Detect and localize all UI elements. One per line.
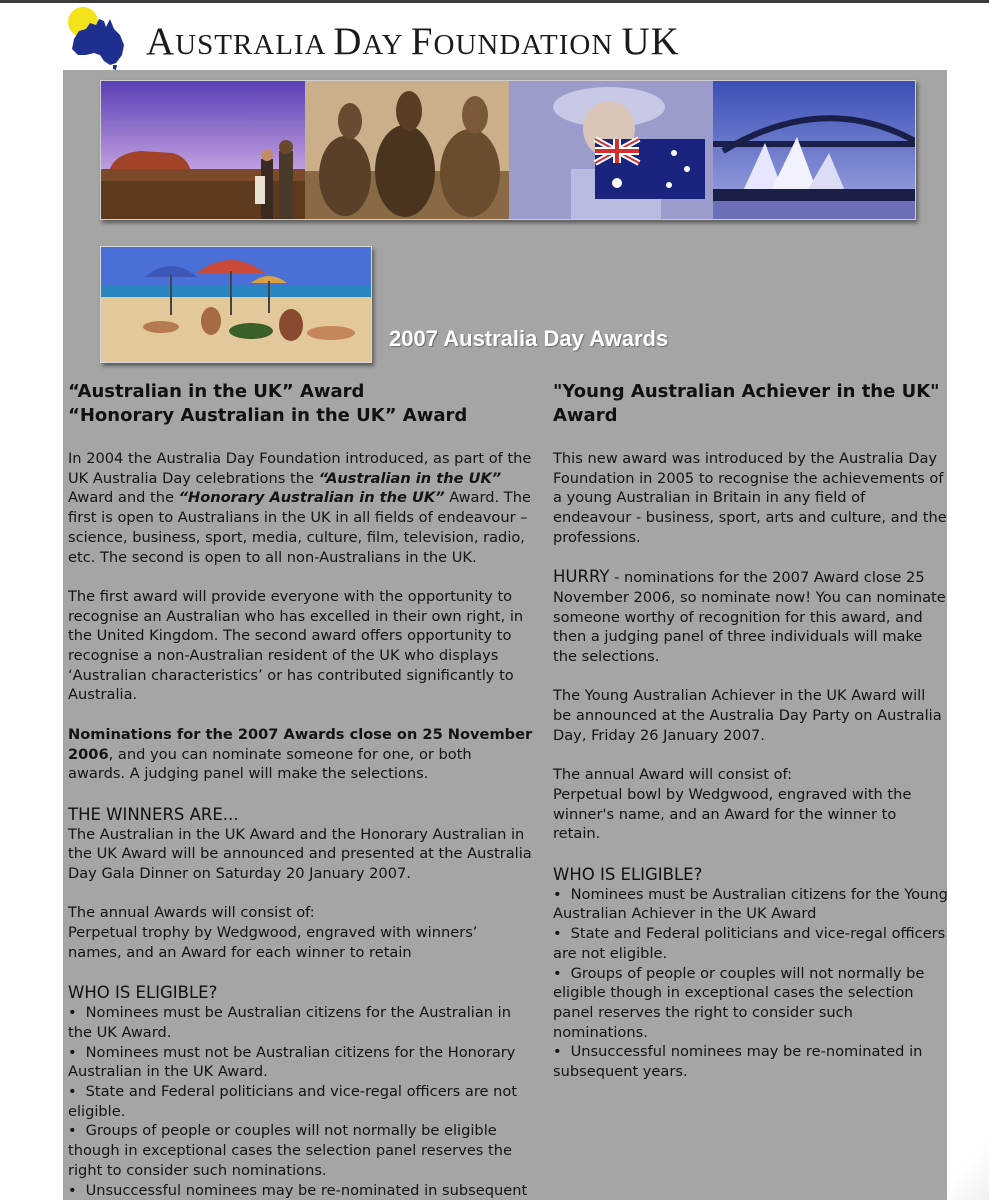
site-title[interactable] [146,17,680,70]
list-item-text: Groups of people or couples will not normally be eligible though in exceptional cases the selection panel reserves the right to consider such nominations. [553,964,925,1041]
site-header [0,3,989,70]
page-heading: 2007 Australia Day Awards [389,326,669,351]
left-intro-c: Award. The first is open to Australians in the UK in all fields of endeavour – science, business, sport, media, culture, film, television, radio, etc. The second is open to all non-Australians in the UK. [68,489,531,566]
left-annual-intro: The annual Awards will consist of: [68,904,315,922]
kangaroos-photo [305,81,509,219]
left-nominations-rest: , and you can nominate someone for one, or both awards. A judging panel will make the selections. [68,745,472,783]
list-item-text: Nominees must be Australian citizens for the Australian in the UK Award. [68,1004,511,1041]
list-item [553,924,948,963]
site-title-uk: UK [621,20,680,63]
site-title-initial-d: D [333,20,363,63]
bullet-icon: • [553,925,562,943]
list-item [68,1003,533,1042]
header-banner [100,80,916,220]
right-annual-text: Perpetual bowl by Wedgwood, engraved with the winner's name, and an Award for the winner to retain. [553,785,912,843]
bullet-icon: • [68,1004,77,1022]
list-item [68,1043,533,1082]
right-hurry-word: HURRY [553,567,610,587]
site-title-initial-f: F [410,20,434,63]
bullet-icon: • [553,1043,562,1061]
right-hurry-text: - nominations for the 2007 Award close 25 November 2006, so nominate now! You can nominate someone worthy of recognition for this award, and then a judging panel of three individuals will make the selections. [553,569,946,666]
list-item [68,1181,533,1200]
left-intro-em2: “Honorary Australian in the UK” [178,489,445,507]
bullet-icon: • [68,1083,77,1101]
site-title-rest-d: AY [362,29,411,61]
left-winners-text: The Australian in the UK Award and the Honorary Australian in the UK Award will be announced and presented at the Australia Day Gala Dinner on Saturday 20 January 2007. [68,825,532,883]
bullet-icon: • [553,885,562,903]
list-item [553,885,948,924]
left-eligible-heading: WHO IS ELIGIBLE? [68,983,218,1003]
bullet-icon: • [68,1122,77,1140]
list-item-text: Unsuccessful nominees may be re-nominated in subsequent [85,1181,528,1199]
list-item [553,964,948,1043]
left-heading [68,380,533,428]
list-item-text: Unsuccessful nominees may be re-nominated in subsequent years. [553,1043,923,1081]
left-winners-heading: THE WINNERS ARE... [68,804,239,824]
uluru-photo [101,81,305,219]
right-eligible-list [553,885,948,1082]
corner-fade [947,1140,989,1200]
left-intro-b: Award and the [68,489,179,507]
site-title-rest-a: USTRALIA [175,29,334,61]
left-column [68,380,533,1200]
list-item [553,1042,948,1081]
bullet-icon: • [68,1043,77,1061]
right-hurry [553,567,948,667]
right-announce: The Young Australian Achiever in the UK Award will be announced at the Australia Day Party on Australia Day, Friday 26 January 2007. [553,687,942,744]
left-intro [68,449,533,567]
right-annual-intro: The annual Award will consist of: [553,766,793,784]
left-intro-a: In 2004 the Australia Day Foundation introduced, as part of the UK Australia Day celebrations the [68,450,532,487]
left-nominations [68,725,533,784]
list-item [68,1121,533,1180]
left-heading-line1: “Australian in the UK” Award [68,381,365,402]
bullet-icon: • [68,1181,77,1199]
left-annual-text: Perpetual trophy by Wedgwood, engraved with winners’ names, and an Award for each winner to retain [68,924,478,961]
list-item-text: Groups of people or couples will not normally be eligible though in exceptional cases the selection panel reserves the right to consider such nominations. [68,1122,512,1179]
left-heading-line2: “Honorary Australian in the UK” Award [68,405,468,426]
left-intro-em1: “Australian in the UK” [318,469,502,487]
right-column [553,380,948,1082]
left-eligible-list [68,1003,533,1200]
left-nominations-bold: Nominations for the 2007 Awards close on 25 November 2006 [68,725,533,763]
right-heading: "Young Australian Achiever in the UK" Award [553,381,940,426]
australia-map-sun-icon[interactable] [66,5,132,71]
left-para2: The first award will provide everyone with the opportunity to recognise an Australian who has excelled in their own right, in the United Kingdom. The second award offers opportunity to recognise a non-Australian resident of the UK who displays ‘Australian characteristics’ or has contributed significantly to Australia. [68,587,524,704]
list-item-text: Nominees must not be Australian citizens for the Honorary Australian in the UK Award. [68,1043,516,1081]
right-eligible-heading: WHO IS ELIGIBLE? [553,864,703,884]
list-item-text: State and Federal politicians and vice-regal officers are not eligible. [553,925,946,962]
site-title-initial-a: A [146,20,176,63]
list-item [68,1082,533,1121]
site-title-rest-f: OUNDATION [433,29,622,61]
list-item-text: State and Federal politicians and vice-regal officers are not eligible. [68,1083,518,1120]
girl-with-flag-photo [509,81,713,219]
bullet-icon: • [553,964,562,982]
beach-umbrellas-photo [100,246,372,363]
sydney-opera-house-photo [713,81,915,219]
right-intro: This new award was introduced by the Australia Day Foundation in 2005 to recognise the achievements of a young Australian in Britain in any field of endeavour - business, sport, arts and culture, and the professions. [553,450,947,546]
list-item-text: Nominees must be Australian citizens for the Young Australian Achiever in the UK Award [553,885,948,923]
